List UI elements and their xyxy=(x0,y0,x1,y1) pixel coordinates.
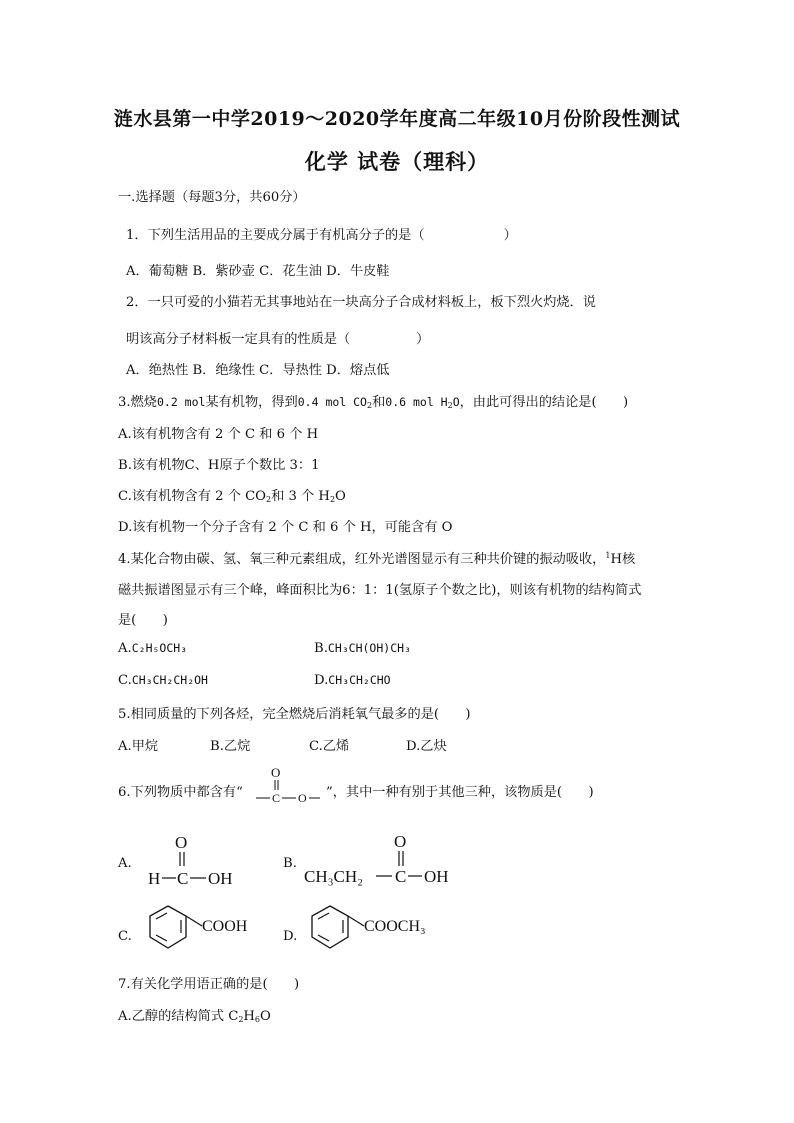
exam-subtitle: 化学 试卷（理科） xyxy=(304,149,490,174)
svg-text:OH: OH xyxy=(424,867,449,886)
q4-option-b: B.CH₃CH(OH)CH₃ xyxy=(314,641,411,656)
q2-stem-line2: 明该高分子材料板一定具有的性质是（ ） xyxy=(126,332,430,347)
q4-stem-line3: 是( ) xyxy=(118,613,168,628)
q3-option-a: A.该有机物含有 2 个 C 和 6 个 H xyxy=(118,427,319,442)
q6-option-a-label: A. xyxy=(118,856,132,871)
q2-stem-line1: 2．一只可爱的小猫若无其事地站在一块高分子合成材料板上，板下烈火灼烧．说 xyxy=(126,295,596,310)
q3-option-d: D.该有机物一个分子含有 2 个 C 和 6 个 H，可能含有 O xyxy=(118,520,453,535)
q6-stem-end: ”，其中一种有别于其他三种，该物质是( ) xyxy=(326,785,594,800)
q5-option-c: C.乙烯 xyxy=(309,739,350,754)
q2-options: A．绝热性 B．绝缘性 C．导热性 D．熔点低 xyxy=(126,363,390,378)
section-heading: 一.选择题（每题3分，共60分） xyxy=(118,190,306,205)
q6-option-d-label: D. xyxy=(283,929,298,944)
svg-text:C: C xyxy=(272,791,281,805)
q5-option-b: B.乙烷 xyxy=(210,739,251,754)
q4-option-c: C.CH₃CH₂CH₂OH xyxy=(118,673,208,688)
q3-stem: 3.燃烧0.2 mol某有机物，得到0.4 mol $CO_2$和0.6 mol $H_2O$，由此可得出的结论是( ) xyxy=(118,395,629,410)
q6-option-b-label: B. xyxy=(283,856,297,871)
svg-text:COOCH₃: COOCH₃ xyxy=(364,918,426,935)
svg-text:O: O xyxy=(394,832,407,851)
q6-option-c-label: C. xyxy=(118,929,132,944)
svg-text:H: H xyxy=(148,869,161,888)
q5-option-d: D.乙炔 xyxy=(406,739,447,754)
exam-title: 涟水县第一中学2019～2020学年度高二年级10月份阶段性测试 xyxy=(113,108,681,130)
q3-option-b: B.该有机物C、H原子个数比 3：1 xyxy=(118,458,320,473)
svg-text:O: O xyxy=(175,833,188,852)
q1-options: A．葡萄糖 B．紫砂壶 C．花生油 D．牛皮鞋 xyxy=(126,264,390,279)
q4-stem-line1: 4.某化合物由碳、氢、氧三种元素组成，红外光谱图显示有三种共价键的振动吸收，$^1$H核 xyxy=(118,551,636,567)
ester-group-structure xyxy=(254,762,324,806)
svg-text:COOH: COOH xyxy=(202,918,248,935)
q5-stem: 5.相同质量的下列各烃，完全燃烧后消耗氧气最多的是( ) xyxy=(118,707,471,722)
q1-stem: 1．下列生活用品的主要成分属于有机高分子的是（ ） xyxy=(126,228,517,243)
q4-option-d: D.CH₃CH₂CHO xyxy=(314,673,391,688)
q4-option-a: A.C₂H₅OCH₃ xyxy=(118,641,188,656)
q3-option-c: C.该有机物含有 2 个 $CO_2$和 3 个 $H_2O$ xyxy=(118,489,346,504)
svg-text:C: C xyxy=(395,867,407,886)
q6-option-a-structure xyxy=(144,830,254,890)
q4-stem-line2: 磁共振谱图显示有三个峰，峰面积比为6：1：1(氢原子个数之比)，则该有机物的结构简式 xyxy=(118,583,642,598)
svg-text:O: O xyxy=(298,791,307,805)
q5-option-a: A.甲烷 xyxy=(118,739,159,754)
svg-text:OH: OH xyxy=(208,869,233,888)
q6-option-b-structure xyxy=(302,828,462,890)
q6-option-d-structure xyxy=(304,900,454,960)
q7-option-a: A.乙醇的结构简式 $C_2H_6O$ xyxy=(118,1009,271,1024)
svg-text:CH₃CH₂: CH₃CH₂ xyxy=(304,867,364,886)
svg-text:C: C xyxy=(177,869,189,888)
q6-stem-start: 6.下列物质中都含有“ xyxy=(118,785,243,800)
q7-stem: 7.有关化学用语正确的是( ) xyxy=(118,977,300,992)
svg-text:O: O xyxy=(271,765,281,780)
q6-option-c-structure xyxy=(144,900,264,960)
